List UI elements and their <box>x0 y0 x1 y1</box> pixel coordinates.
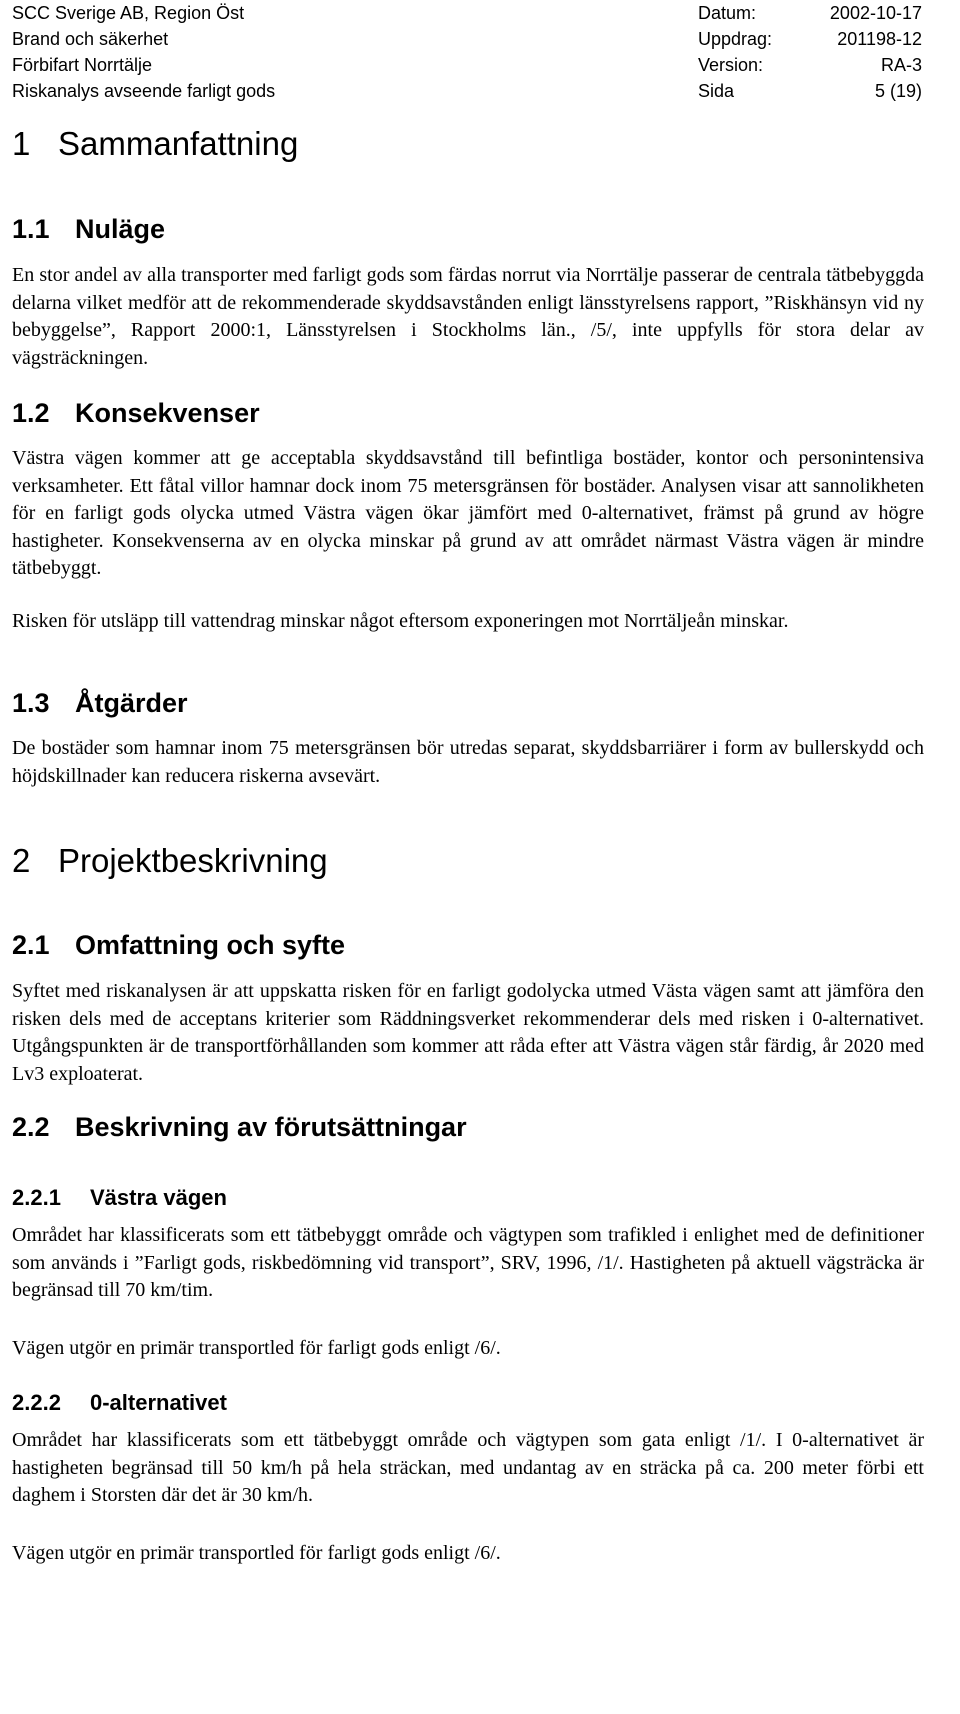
heading-title: 0-alternativet <box>90 1390 227 1415</box>
header-project: Förbifart Norrtälje <box>12 55 153 75</box>
heading-title: Sammanfattning <box>58 125 299 162</box>
heading-2-2-2 <box>12 1390 227 1416</box>
heading-number: 2.2.1 <box>12 1185 61 1210</box>
paragraph-vastra-vagen: Området har klassificerats som ett tätbebyggt område och vägtypen som trafikled i enlighet med de definitioner som används i ”Farligt gods, riskbedömning vid transport”, SRV, 1996, /1/. Hastigheten på aktuell vägsträcka är begränsad till 70 km/tim. <box>12 1224 924 1301</box>
paragraph-konsekvenser: Västra vägen kommer att ge acceptabla skyddsavstånd till befintliga bostäder, kontor och personintensiva verksamheter. Ett fåtal villor hamnar dock inom 75 metersgränsen för bostäder. Analysen visar att sannolikheten för en farligt gods olycka utmed Västra vägen ökar jämfört med 0-alternativet, främst på grund av högre hastigheter. Konsekvenserna av en olycka minskar på grund av att området närmast Västra vägen är mindre tätbebyggt. <box>12 447 924 579</box>
paragraph-utslapp: Risken för utsläpp till vattendrag minskar något eftersom exponeringen mot Norrtäljeån minskar. <box>12 610 789 632</box>
heading-number: 2 <box>12 842 31 879</box>
header-company: SCC Sverige AB, Region Öst <box>12 3 245 23</box>
heading-2-1 <box>12 930 345 961</box>
header-assignment-label: Uppdrag: <box>698 29 773 49</box>
heading-2-2 <box>12 1112 467 1143</box>
heading-title: Projektbeskrivning <box>58 842 328 879</box>
paragraph-0-alternativet-transportled: Vägen utgör en primär transportled för farligt gods enligt /6/. <box>12 1542 501 1564</box>
heading-title: Åtgärder <box>75 688 188 718</box>
heading-title: Konsekvenser <box>75 398 260 428</box>
paragraph-nulage: En stor andel av alla transporter med farligt gods som färdas norrut via Norrtälje passerar de centrala tätbebyggda delarna vilket medför att de rekommenderade skyddsavstånden enligt länsstyrelsens rapport, ”Riskhänsyn vid ny bebyggelse”, Rapport 2000:1, Länsstyrelsen i Stockholms län., /5/, inte uppfylls för stora delar av vägsträckningen. <box>12 264 924 369</box>
heading-title: Beskrivning av förutsättningar <box>75 1112 467 1142</box>
heading-2 <box>12 842 328 880</box>
heading-1-1 <box>12 214 165 245</box>
paragraph-omfattning: Syftet med riskanalysen är att uppskatta risken för en farligt godolycka utmed Västa vägen samt att jämföra den risken dels med de acceptans kriterier som Räddningsverket rekommenderar dels med risken i 0-alternativet. Utgångspunkten är de transportförhållanden som kommer att råda efter att Västra vägen står färdig, år 2020 med Lv3 exploaterat. <box>12 980 924 1085</box>
heading-number: 1.1 <box>12 214 50 244</box>
heading-number: 1.2 <box>12 398 50 428</box>
heading-title: Västra vägen <box>90 1185 227 1210</box>
header-date-value: 2002-10-17 <box>829 3 922 23</box>
header-page-label: Sida <box>698 81 735 101</box>
heading-title: Omfattning och syfte <box>75 930 346 960</box>
header-row-company <box>12 0 922 26</box>
page-header <box>12 0 922 104</box>
header-row-project <box>12 52 922 78</box>
paragraph-0-alternativet: Området har klassificerats som ett tätbebyggt område och vägtypen som gata enligt /1/. I 0-alternativet är hastigheten begränsad till 50 km/h på hela sträckan, med undantag av en sträcka på ca. 200 meter förbi ett daghem i Storsten där det är 30 km/h. <box>12 1429 924 1506</box>
header-department: Brand och säkerhet <box>12 29 169 49</box>
paragraph-vastra-vagen-transportled: Vägen utgör en primär transportled för farligt gods enligt /6/. <box>12 1337 501 1359</box>
heading-1 <box>12 125 298 163</box>
paragraph-atgarder: De bostäder som hamnar inom 75 metersgränsen bör utredas separat, skyddsbarriärer i form av bullerskydd och höjdskillnader kan reducera riskerna avsevärt. <box>12 737 924 787</box>
header-date-label: Datum: <box>698 3 757 23</box>
header-row-document <box>12 78 922 104</box>
header-page-value: 5 (19) <box>874 81 922 101</box>
heading-number: 2.2.2 <box>12 1390 61 1415</box>
heading-2-2-1 <box>12 1185 227 1211</box>
heading-number: 1 <box>12 125 31 162</box>
header-version-label: Version: <box>698 55 764 75</box>
heading-1-2 <box>12 398 260 429</box>
heading-number: 2.2 <box>12 1112 50 1142</box>
header-document-title: Riskanalys avseende farligt gods <box>12 81 276 101</box>
heading-title: Nuläge <box>75 214 166 244</box>
heading-number: 1.3 <box>12 688 50 718</box>
heading-number: 2.1 <box>12 930 50 960</box>
header-version-value: RA-3 <box>880 55 922 75</box>
heading-1-3 <box>12 688 188 719</box>
header-assignment-value: 201198-12 <box>837 29 922 49</box>
header-row-department <box>12 26 922 52</box>
